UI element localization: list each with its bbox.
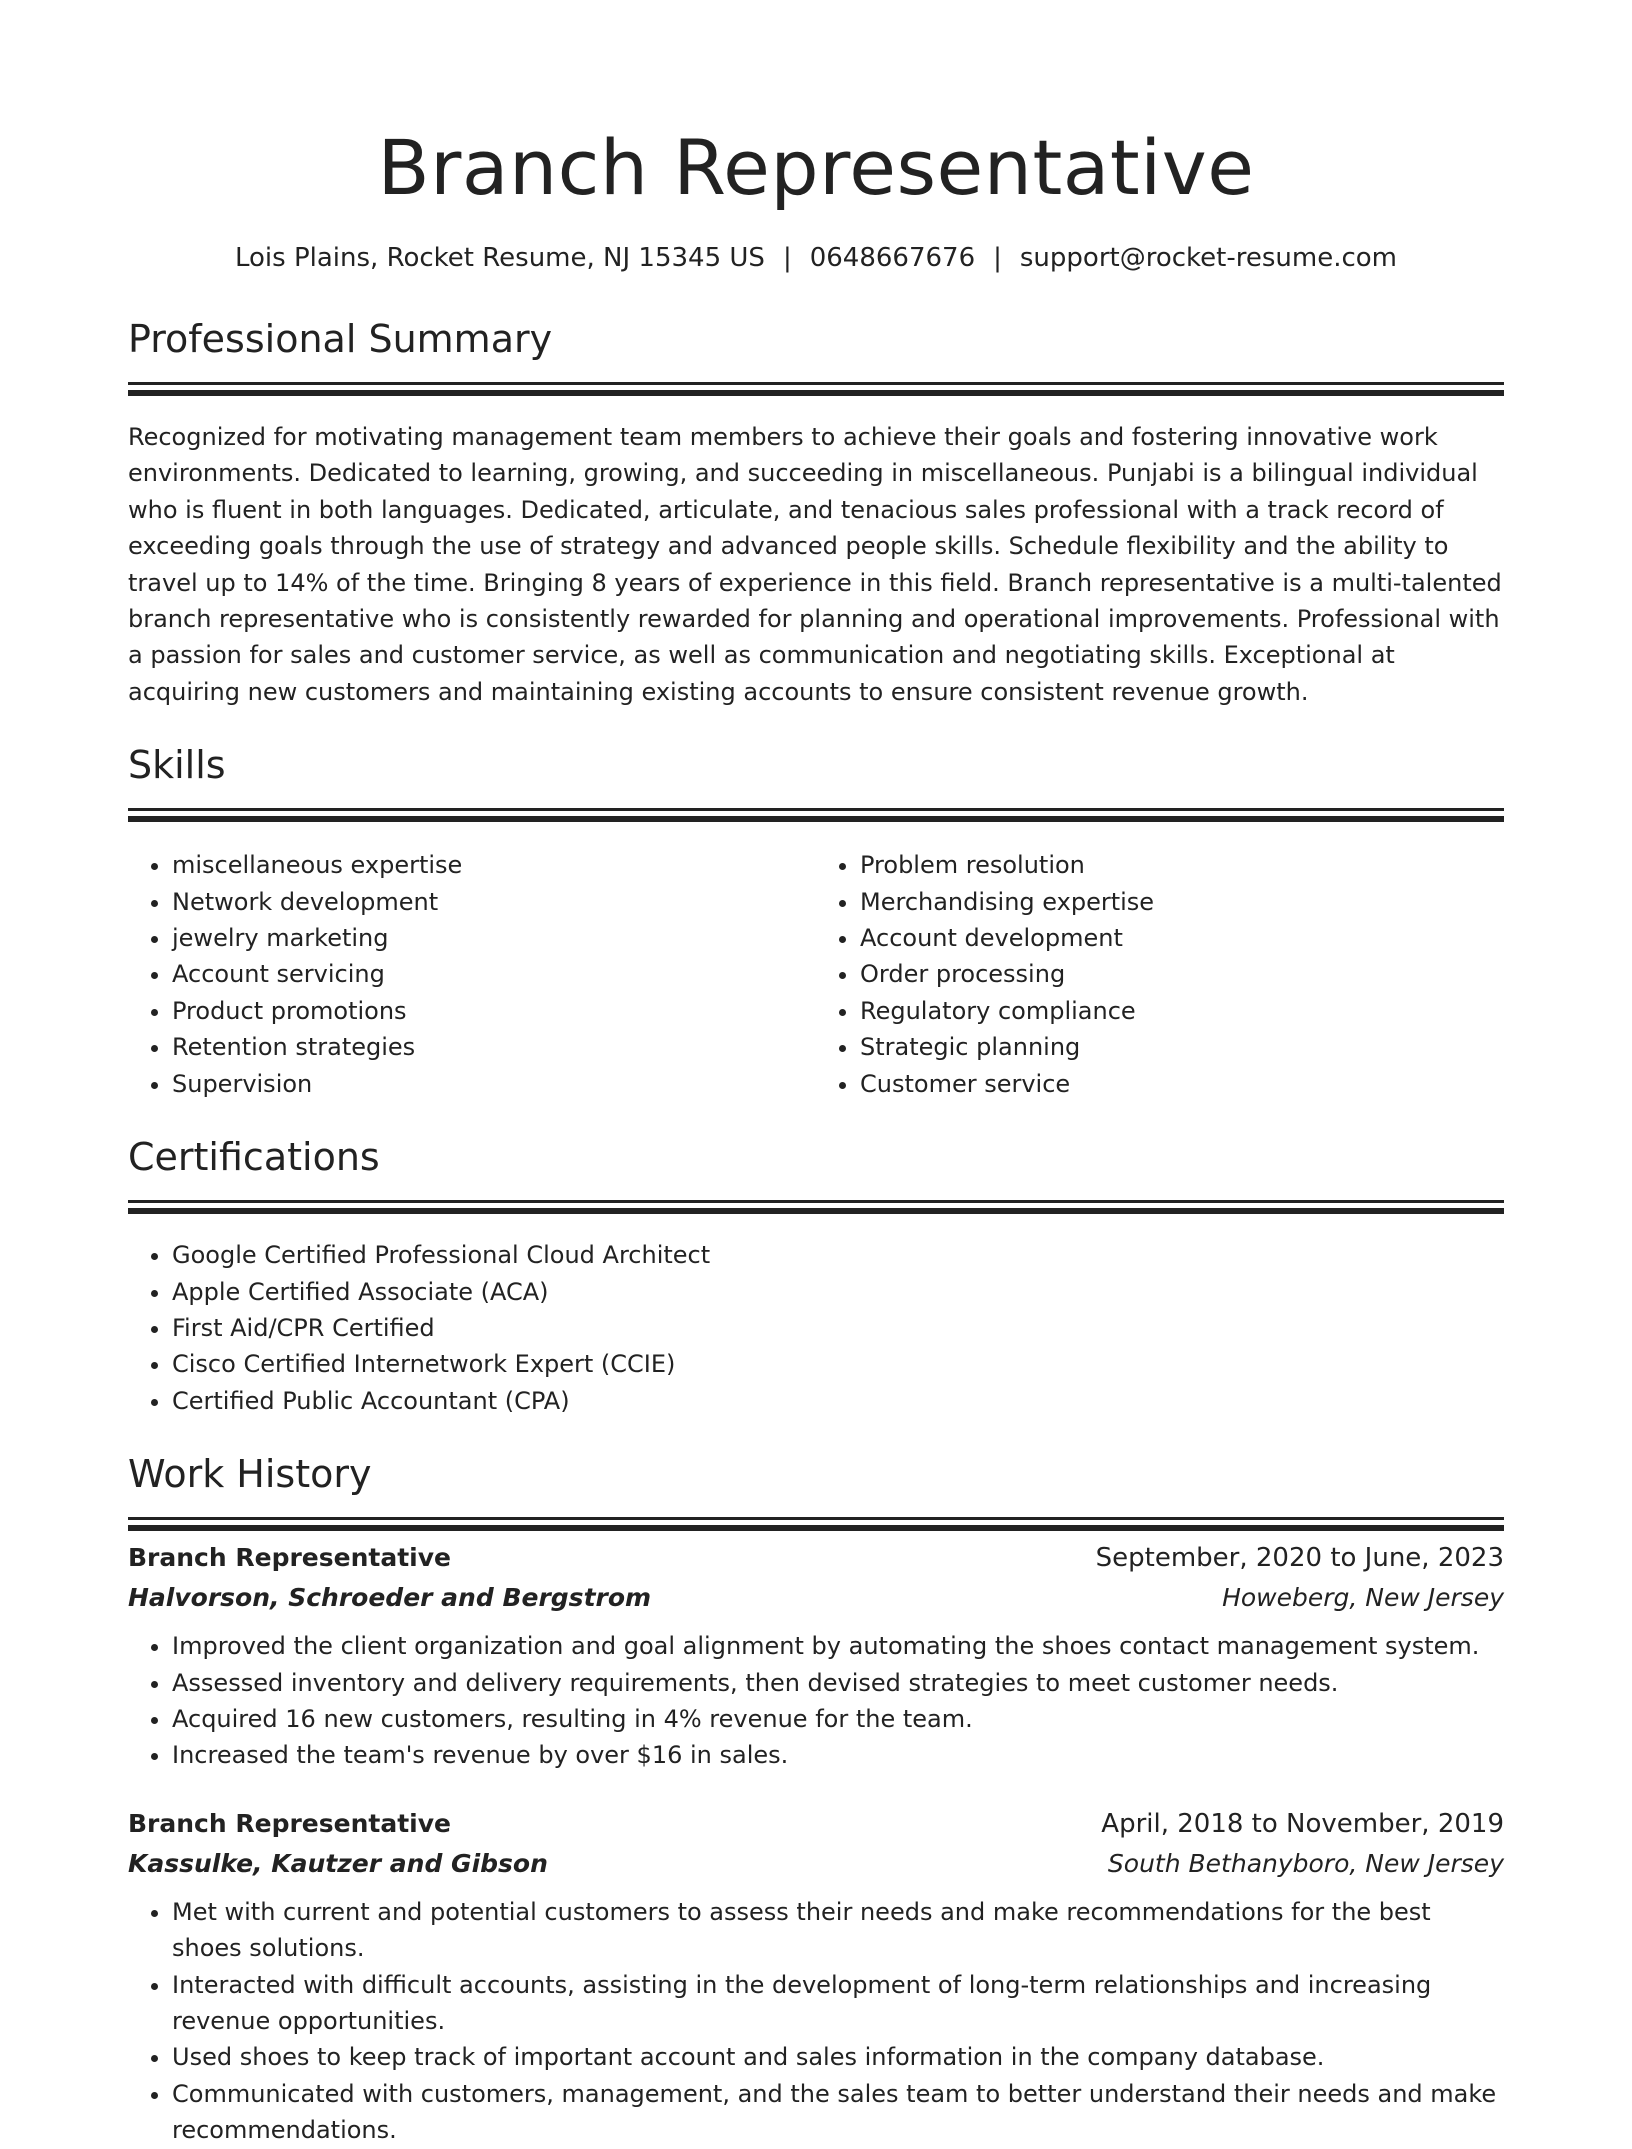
skills-section <box>128 740 1504 1102</box>
certifications-heading: Certifications <box>128 1135 380 1180</box>
contact-separator: | <box>782 243 792 273</box>
contact-email: support@rocket-resume.com <box>1019 243 1397 273</box>
job-subheader <box>128 1578 1504 1618</box>
section-divider <box>128 1200 1504 1203</box>
job-title: Branch Representative <box>128 1808 451 1838</box>
job-dates: April, 2018 to November, 2019 <box>1101 1808 1504 1839</box>
skill-item: • Strategic planning <box>860 1029 1504 1065</box>
skills-left-column <box>128 847 816 1102</box>
skill-item: • Merchandising expertise <box>860 884 1504 920</box>
certification-item: • Cisco Certified Internetwork Expert (CCIE) <box>172 1346 1504 1382</box>
skill-item: • Supervision <box>172 1066 816 1102</box>
skill-item: • Retention strategies <box>172 1029 816 1065</box>
contact-line <box>128 240 1504 276</box>
job-location: South Bethanyboro, New Jersey <box>1107 1848 1504 1878</box>
skill-item: • Network development <box>172 884 816 920</box>
work-history-section <box>128 1449 1504 2148</box>
job-header <box>128 1804 1504 1844</box>
job-bullet: • Met with current and potential customers to assess their needs and make recommendations for the best shoes solutions. <box>172 1894 1504 1967</box>
job-header <box>128 1538 1504 1578</box>
skill-item: • Customer service <box>860 1066 1504 1102</box>
job-location: Howeberg, New Jersey <box>1222 1583 1504 1613</box>
section-divider <box>128 382 1504 385</box>
job-company: Kassulke, Kautzer and Gibson <box>128 1848 548 1878</box>
skill-item: • jewelry marketing <box>172 920 816 956</box>
job-entry <box>128 1804 1504 2149</box>
resume-page <box>128 0 1504 2149</box>
section-divider <box>128 1517 1504 1520</box>
job-company: Halvorson, Schroeder and Bergstrom <box>128 1583 652 1613</box>
job-bullet-list <box>128 1894 1504 2149</box>
job-bullet: • Interacted with difficult accounts, assisting in the development of long-term relationships and increasing revenue opportunities. <box>172 1967 1504 2040</box>
certification-item: • Apple Certified Associate (ACA) <box>172 1274 1504 1310</box>
contact-address: Lois Plains, Rocket Resume, NJ 15345 US <box>235 243 765 273</box>
job-bullet: • Communicated with customers, management, and the sales team to better understand their needs and make recommendations. <box>172 2076 1504 2149</box>
work-history-heading: Work History <box>128 1452 372 1497</box>
contact-separator: | <box>993 243 1002 273</box>
summary-section <box>128 314 1504 710</box>
certification-item: • First Aid/CPR Certified <box>172 1310 1504 1346</box>
summary-heading: Professional Summary <box>128 317 553 361</box>
job-bullet: • Improved the client organization and goal alignment by automating the shoes contact management system. <box>172 1628 1504 1664</box>
skill-item: • Order processing <box>860 956 1504 992</box>
job-bullet: • Acquired 16 new customers, resulting in 4% revenue for the team. <box>172 1701 1504 1737</box>
certification-item: • Google Certified Professional Cloud Architect <box>172 1237 1504 1273</box>
skill-item: • Problem resolution <box>860 847 1504 883</box>
contact-phone: 0648667676 <box>809 243 976 273</box>
skills-right-column <box>816 847 1504 1102</box>
job-title: Branch Representative <box>128 1543 451 1573</box>
job-entry <box>128 1538 1504 1774</box>
certification-item: • Certified Public Accountant (CPA) <box>172 1383 1504 1419</box>
job-bullet-list <box>128 1628 1504 1774</box>
skill-item: • Account servicing <box>172 956 816 992</box>
section-divider <box>128 808 1504 811</box>
skills-columns <box>128 847 1504 1102</box>
skill-item: • miscellaneous expertise <box>172 847 816 883</box>
certifications-section <box>128 1132 1504 1419</box>
job-bullet: • Used shoes to keep track of important account and sales information in the company database. <box>172 2039 1504 2075</box>
certifications-list <box>128 1237 1504 1419</box>
job-bullet: • Increased the team's revenue by over $16 in sales. <box>172 1737 1504 1773</box>
skill-item: • Product promotions <box>172 993 816 1029</box>
job-bullet: • Assessed inventory and delivery requirements, then devised strategies to meet customer needs. <box>172 1665 1504 1701</box>
job-subheader <box>128 1844 1504 1884</box>
skills-heading: Skills <box>128 743 226 788</box>
skill-item: • Account development <box>860 920 1504 956</box>
skill-item: • Regulatory compliance <box>860 993 1504 1029</box>
job-dates: September, 2020 to June, 2023 <box>1095 1543 1504 1574</box>
summary-text: Recognized for motivating management team members to achieve their goals and fostering innovative work environments. Dedicated to learning, growing, and succeeding in miscellaneous. Punjabi is a bilingual individual who is fluent in both languages. Dedicated, articulate, and tenacious sales professional with a track record of exceeding goals through the use of strategy and advanced people skills. Schedule flexibility and the ability to travel up to 14% of the time. Bringing 8 years of experience in this field. Branch representative is a multi-talented branch representative who is consistently rewarded for planning and operational improvements. Professional with a passion for sales and customer service, as well as communication and negotiating skills. Exceptional at acquiring new customers and maintaining existing accounts to ensure consistent revenue growth. <box>128 423 1502 706</box>
resume-name: Branch Representative <box>377 123 1255 212</box>
